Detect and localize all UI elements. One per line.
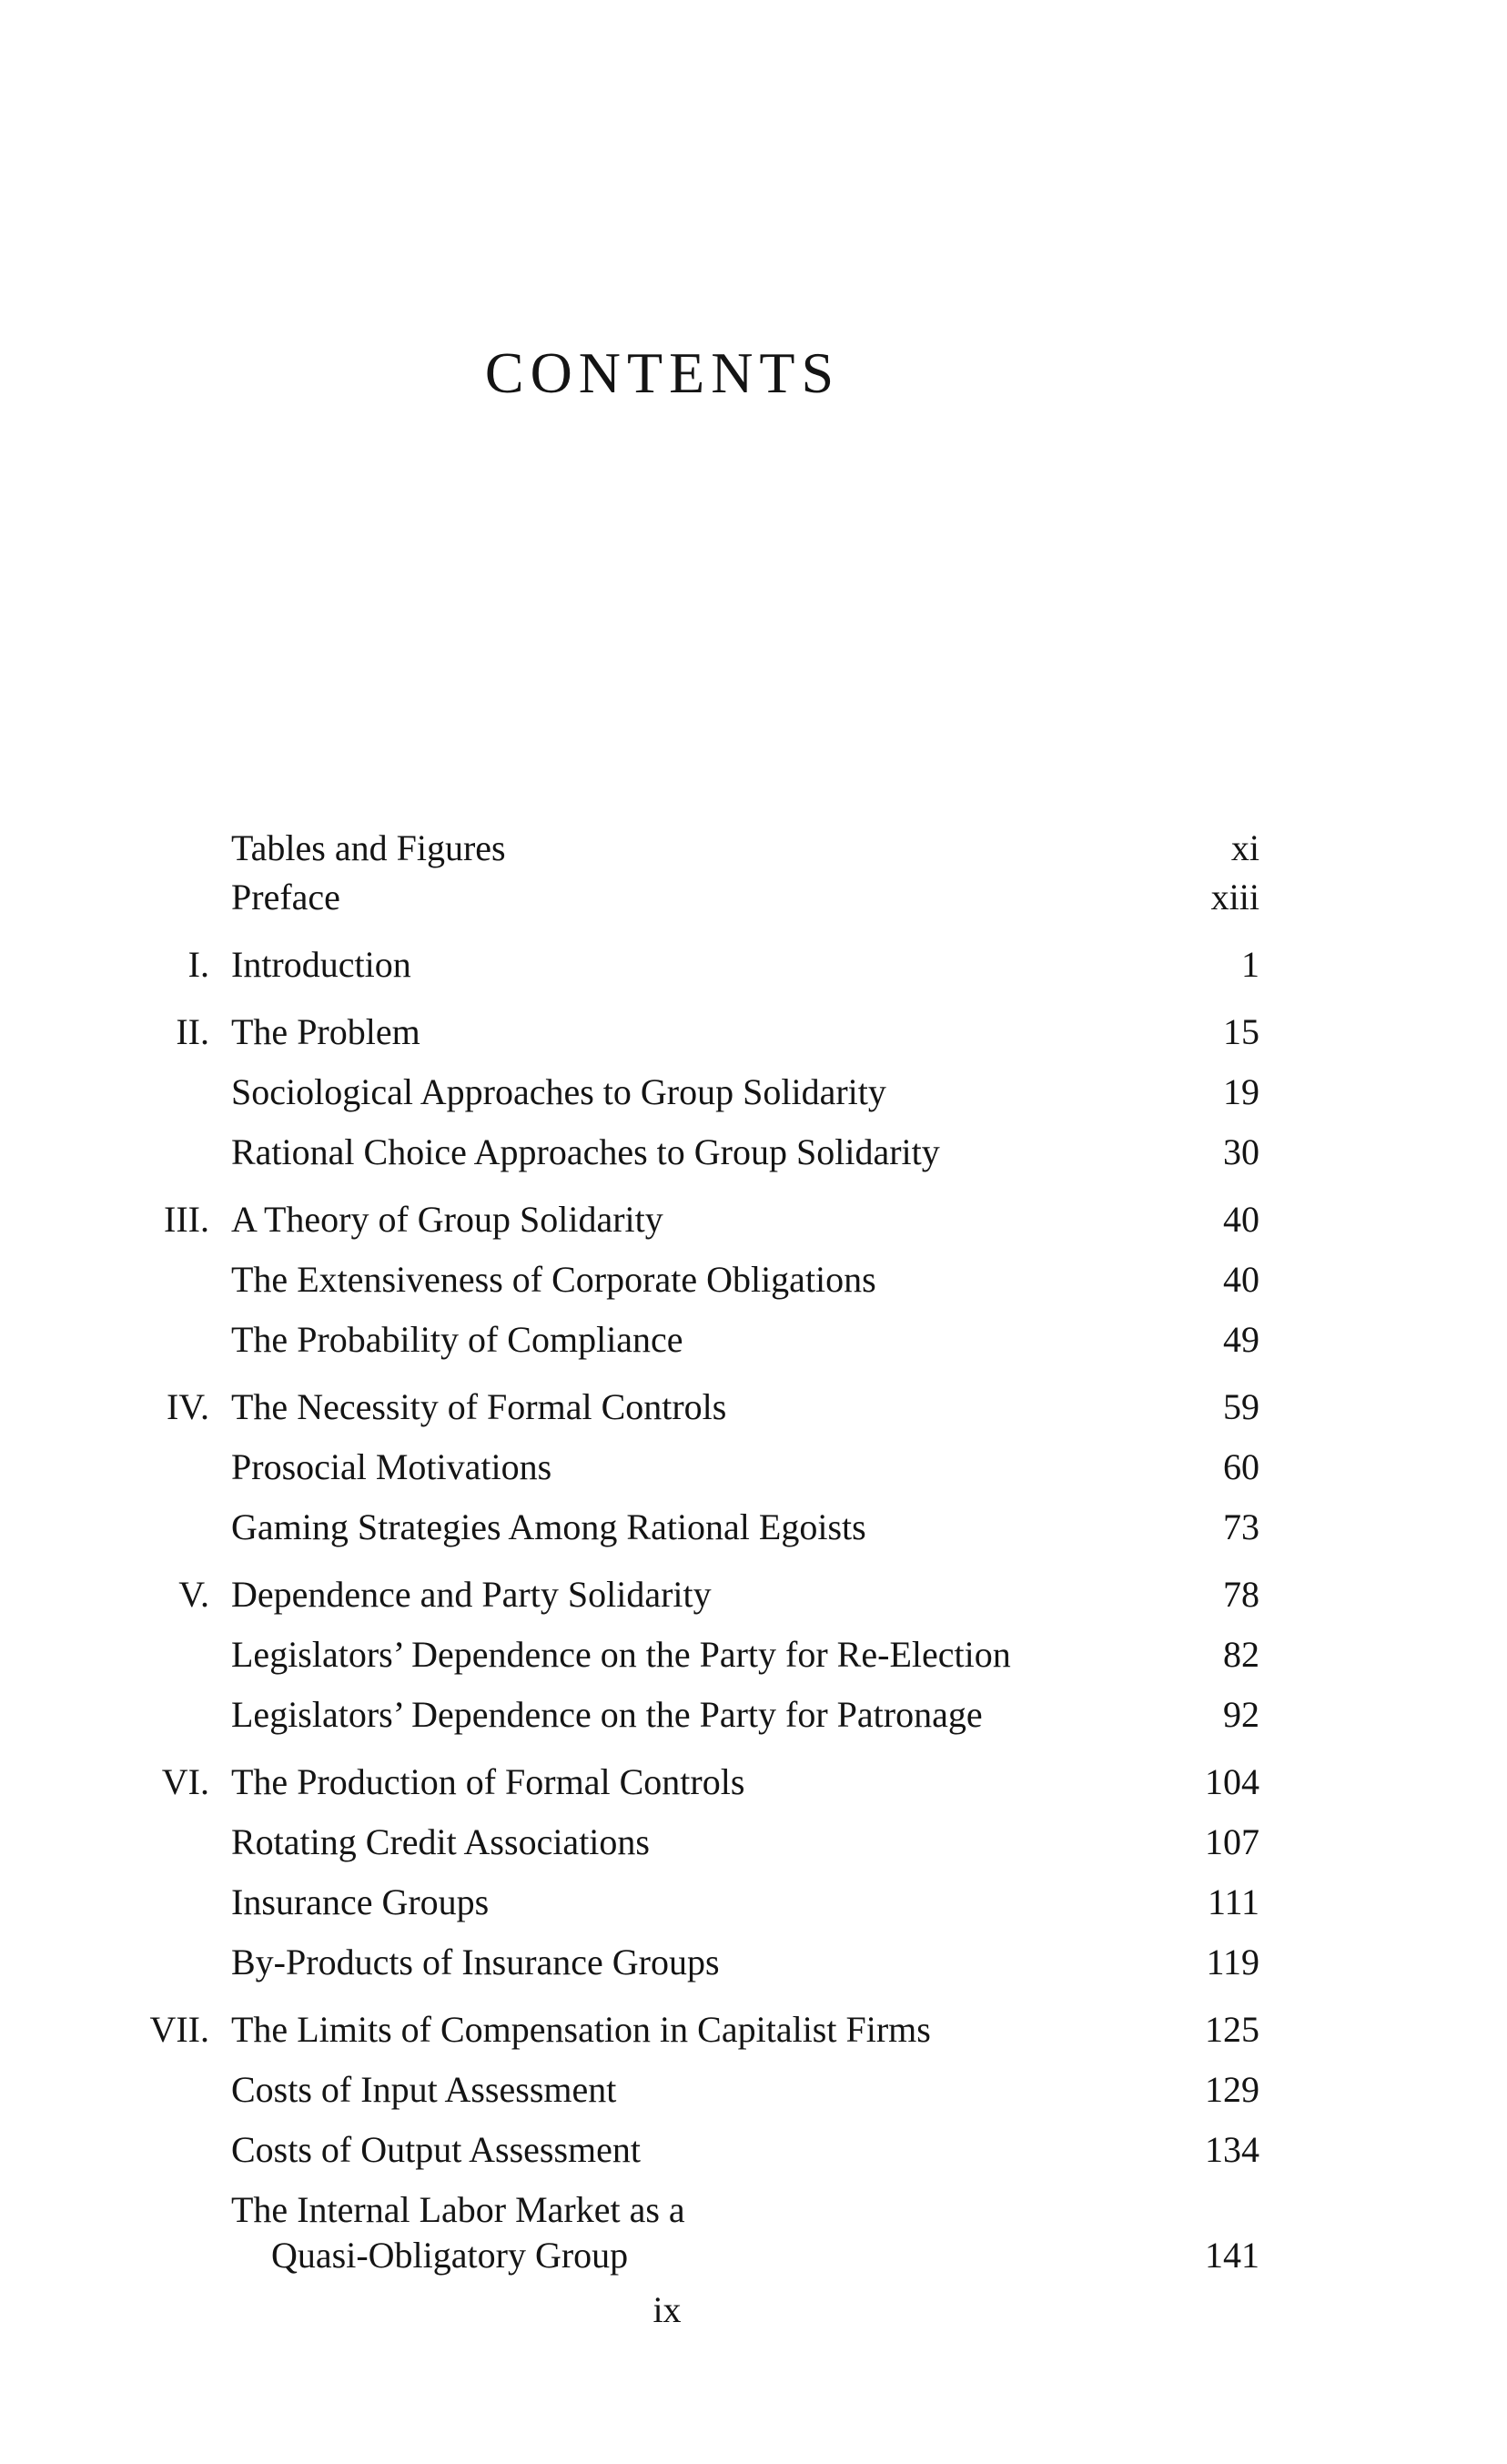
page-number: 19: [1223, 1071, 1259, 1112]
page-number: 73: [1223, 1506, 1259, 1547]
toc-entry-section: [0, 1627, 1507, 1682]
page-number: 92: [1223, 1694, 1259, 1735]
toc-entry-section: [0, 2123, 1507, 2177]
entry-title: The Extensiveness of Corporate Obligations: [231, 1259, 876, 1300]
page-number: xi: [1230, 827, 1259, 868]
entry-title: Legislators’ Dependence on the Party for Re-Election: [231, 1634, 1011, 1675]
page-number: 111: [1207, 1881, 1259, 1922]
entry-title: Rotating Credit Associations: [231, 1821, 650, 1862]
entry-title: Tables and Figures: [231, 827, 506, 868]
toc-entry-section: [0, 1815, 1507, 1870]
page-number: 40: [1223, 1199, 1259, 1240]
page-number: 129: [1205, 2069, 1259, 2110]
page-number: 107: [1205, 1821, 1259, 1862]
entry-title: The Probability of Compliance: [231, 1319, 683, 1360]
entry-title: The Production of Formal Controls: [231, 1761, 745, 1802]
page-number: 141: [1205, 2235, 1259, 2276]
toc-entry-section: [0, 1065, 1507, 1120]
toc-entry-section: [0, 1935, 1507, 1990]
entry-title: Dependence and Party Solidarity: [231, 1574, 712, 1615]
entry-title: Preface: [231, 877, 340, 918]
entry-title: Introduction: [231, 944, 411, 985]
page-number: 119: [1206, 1942, 1259, 1982]
page-number: 78: [1223, 1574, 1259, 1615]
toc-entry-section: [0, 1252, 1507, 1307]
toc-entry-chapter-6: [0, 1755, 1507, 1810]
toc-entry-tables-and-figures: [0, 821, 1507, 876]
toc-entry-section: [0, 1875, 1507, 1930]
toc-entry-section: [0, 1313, 1507, 1367]
page-number: 40: [1223, 1259, 1259, 1300]
toc-entry-chapter-2: [0, 1005, 1507, 1060]
entry-title: Rational Choice Approaches to Group Solidarity: [231, 1131, 940, 1172]
chapter-number: V.: [178, 1574, 209, 1615]
entry-title: Costs of Input Assessment: [231, 2069, 617, 2110]
entry-title: Quasi-Obligatory Group: [271, 2235, 629, 2276]
entry-title: Insurance Groups: [231, 1881, 490, 1922]
entry-title: Gaming Strategies Among Rational Egoists: [231, 1506, 866, 1547]
toc-entry-chapter-1: [0, 938, 1507, 992]
page-number: 104: [1205, 1761, 1259, 1802]
toc-entry-chapter-5: [0, 1567, 1507, 1622]
chapter-number: I.: [187, 944, 209, 985]
toc-entry-section: [0, 2063, 1507, 2117]
folio-page-number: ix: [652, 2289, 682, 2330]
toc-entry-section: [0, 1688, 1507, 1742]
chapter-number: II.: [176, 1011, 209, 1052]
entry-title: A Theory of Group Solidarity: [231, 1199, 663, 1240]
chapter-number: III.: [164, 1199, 209, 1240]
page-number: 82: [1223, 1634, 1259, 1675]
chapter-number: IV.: [166, 1386, 209, 1427]
toc-entry-chapter-3: [0, 1192, 1507, 1247]
page-title: CONTENTS: [484, 340, 841, 405]
toc-entry-section: [0, 1500, 1507, 1555]
chapter-number: VI.: [161, 1761, 209, 1802]
toc-entry-chapter-4: [0, 1380, 1507, 1435]
page-number: 49: [1223, 1319, 1259, 1360]
entry-title: Legislators’ Dependence on the Party for Patronage: [231, 1694, 983, 1735]
entry-title: The Internal Labor Market as a: [231, 2189, 685, 2230]
toc-entry-section: [0, 1440, 1507, 1495]
toc-entry-section-continued: [0, 2228, 1507, 2283]
entry-title: The Limits of Compensation in Capitalist Firms: [231, 2009, 931, 2050]
entry-title: The Problem: [231, 1011, 420, 1052]
page-number: 125: [1205, 2009, 1259, 2050]
page-number: xiii: [1210, 877, 1259, 918]
entry-title: The Necessity of Formal Controls: [231, 1386, 727, 1427]
page-number: 30: [1223, 1131, 1259, 1172]
toc-entry-chapter-7: [0, 2003, 1507, 2057]
page-number: 134: [1205, 2129, 1259, 2170]
page-number: 15: [1223, 1011, 1259, 1052]
toc-entry-section: [0, 1125, 1507, 1180]
entry-title: Costs of Output Assessment: [231, 2129, 642, 2170]
entry-title: Sociological Approaches to Group Solidarity: [231, 1071, 886, 1112]
page-number: 59: [1223, 1386, 1259, 1427]
entry-title: By-Products of Insurance Groups: [231, 1942, 720, 1982]
chapter-number: VII.: [149, 2009, 209, 2050]
entry-title: Prosocial Motivations: [231, 1446, 552, 1487]
page-number: 1: [1241, 944, 1259, 985]
toc-entry-preface: [0, 870, 1507, 925]
page-number: 60: [1223, 1446, 1259, 1487]
